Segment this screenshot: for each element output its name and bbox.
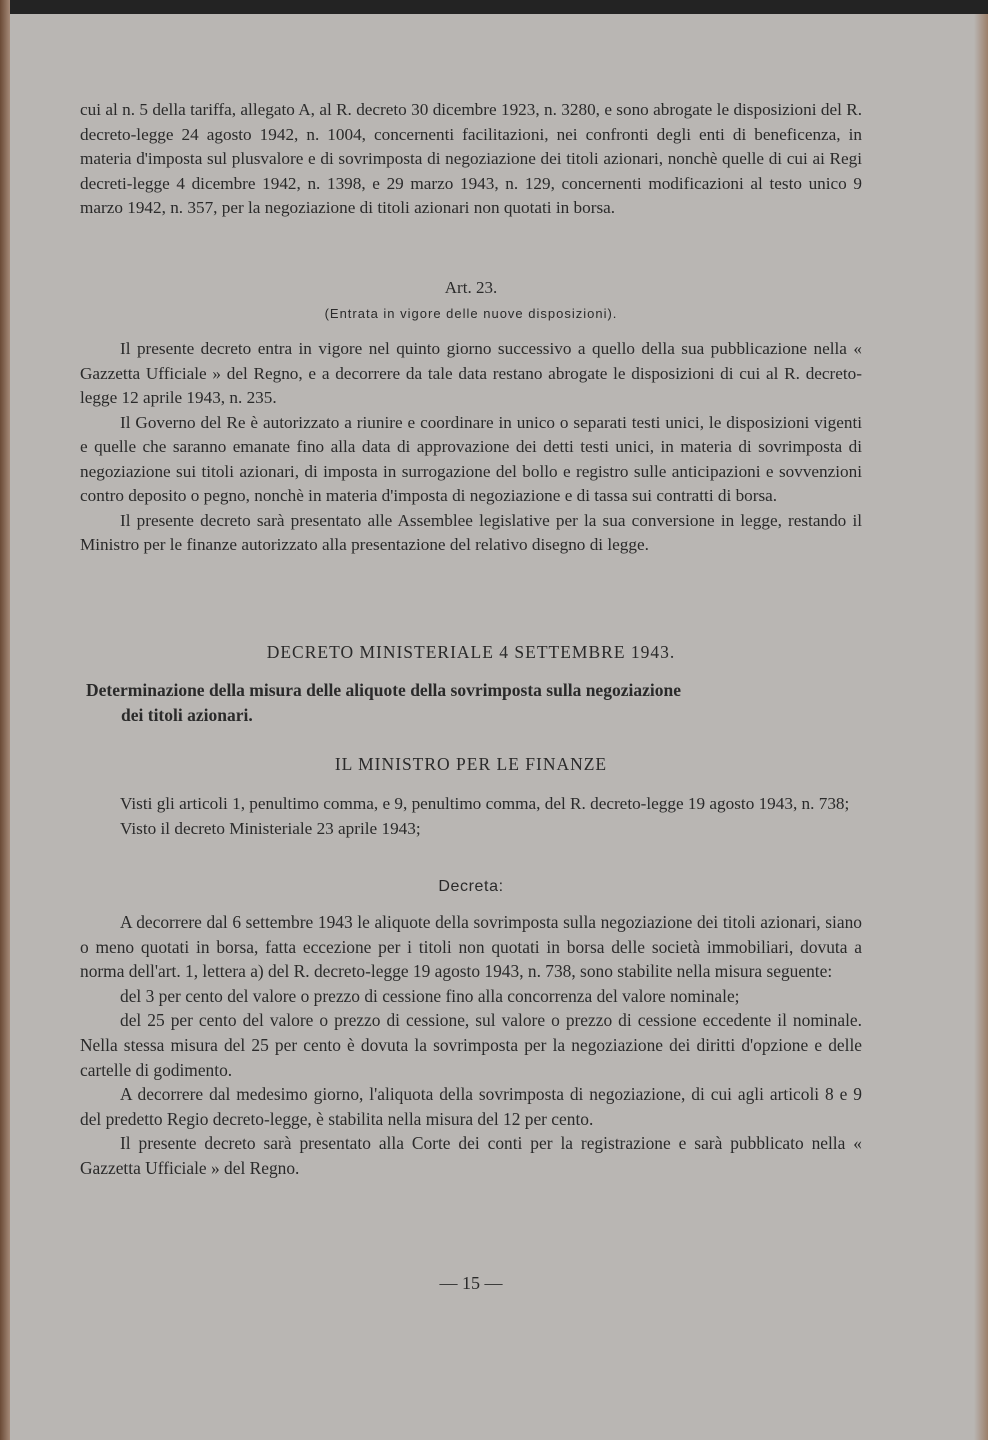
decree-title-line-2: dei titoli azionari. <box>121 705 253 725</box>
preamble-item: Visti gli articoli 1, penultimo comma, e 9, penultimo comma, del R. decreto-legge 19 agosto 1943, n. 738; <box>120 794 850 813</box>
decree-title-line-1: Determinazione della misura delle aliquote della sovrimposta sulla negoziazione <box>86 680 681 700</box>
article-title: Art. 23. <box>444 278 498 297</box>
decree-heading: DECRETO MINISTERIALE 4 SETTEMBRE 1943. <box>266 642 676 662</box>
article-body <box>80 337 862 558</box>
paragraph: A decorrere dal medesimo giorno, l'aliquota della sovrimposta di negoziazione, di cui agli articoli 8 e 9 del predetto Regio decreto-legge, è stabilita nella misura del 12 per cento. <box>80 1084 862 1129</box>
paragraph: A decorrere dal 6 settembre 1943 le aliquote della sovrimposta sulla negoziazione dei titoli azionari, siano o meno quotati in borsa, fatta eccezione per i titoli non quotati in borsa delle società immobiliari, dovuta a norma dell'art. 1, lettera a) del R. decreto-legge 19 agosto 1943, n. 738, sono stabilite nella misura seguente: <box>80 912 862 982</box>
decreta-label: Decreta: <box>438 878 504 895</box>
article-subtitle: (Entrata in vigore delle nuove disposizioni). <box>324 306 618 321</box>
preamble-item: Visto il decreto Ministeriale 23 aprile 1943; <box>120 818 421 838</box>
continuation-paragraph <box>80 98 862 221</box>
paragraph: del 3 per cento del valore o prezzo di cessione fino alla concorrenza del valore nominale; <box>120 985 740 1006</box>
scan-left-edge <box>0 0 10 1440</box>
paragraph: del 25 per cento del valore o prezzo di cessione, sul valore o prezzo di cessione eccedente il nominale. Nella stessa misura del 25 per cento è dovuta la sovrimposta per la negoziazione dei diritti d'opzione e delle cartelle di godimento. <box>80 1010 862 1080</box>
paragraph: Il presente decreto sarà presentato alle Assemblee legislative per la sua conversione in legge, restando il Ministro per le finanze autorizzato alla presentazione del relativo disegno di legge. <box>80 510 862 554</box>
paragraph: Il presente decreto entra in vigore nel quinto giorno successivo a quello della sua pubblicazione nella « Gazzetta Ufficiale » del Regno, e a decorrere da tale data restano abrogate le disposizioni di cui al R. decreto-legge 12 aprile 1943, n. 235. <box>80 339 862 407</box>
decree-body <box>80 910 862 1181</box>
page-number: — 15 — <box>439 1273 503 1293</box>
paragraph: Il presente decreto sarà presentato alla Corte dei conti per la registrazione e sarà pubblicato nella « Gazzetta Ufficiale » del Regno. <box>80 1133 862 1178</box>
decree-preamble <box>80 792 862 841</box>
scan-right-edge <box>974 14 988 1440</box>
scan-top-edge <box>0 0 988 14</box>
paragraph: Il Governo del Re è autorizzato a riunire e coordinare in unico o separati testi unici, le disposizioni vigenti e quelle che saranno emanate fino alla data di approvazione dei detti testi unici, in materia di sovrimposta di negoziazione sui titoli azionari, di imposta in surrogazione del bollo e registro sulle anticipazioni e sovvenzioni contro deposito o pegno, nonchè in materia d'imposta di negoziazione e di tassa sui contratti di borsa. <box>80 412 862 505</box>
decree-title <box>86 678 862 728</box>
decree-issuer: IL MINISTRO PER LE FINANZE <box>334 754 608 774</box>
paragraph: cui al n. 5 della tariffa, allegato A, al R. decreto 30 dicembre 1923, n. 3280, e sono abrogate le disposizioni del R. decreto-legge 24 agosto 1942, n. 1004, concernenti facilitazioni, nei confronti degli enti di beneficenza, in materia d'imposta sul plusvalore e di sovrimposta di negoziazione dei titoli azionari, nonchè quelle di cui ai Regi decreti-legge 4 dicembre 1942, n. 1398, e 29 marzo 1943, n. 129, concernenti modificazioni al testo unico 9 marzo 1942, n. 357, per la negoziazione di titoli azionari non quotati in borsa. <box>80 100 862 217</box>
